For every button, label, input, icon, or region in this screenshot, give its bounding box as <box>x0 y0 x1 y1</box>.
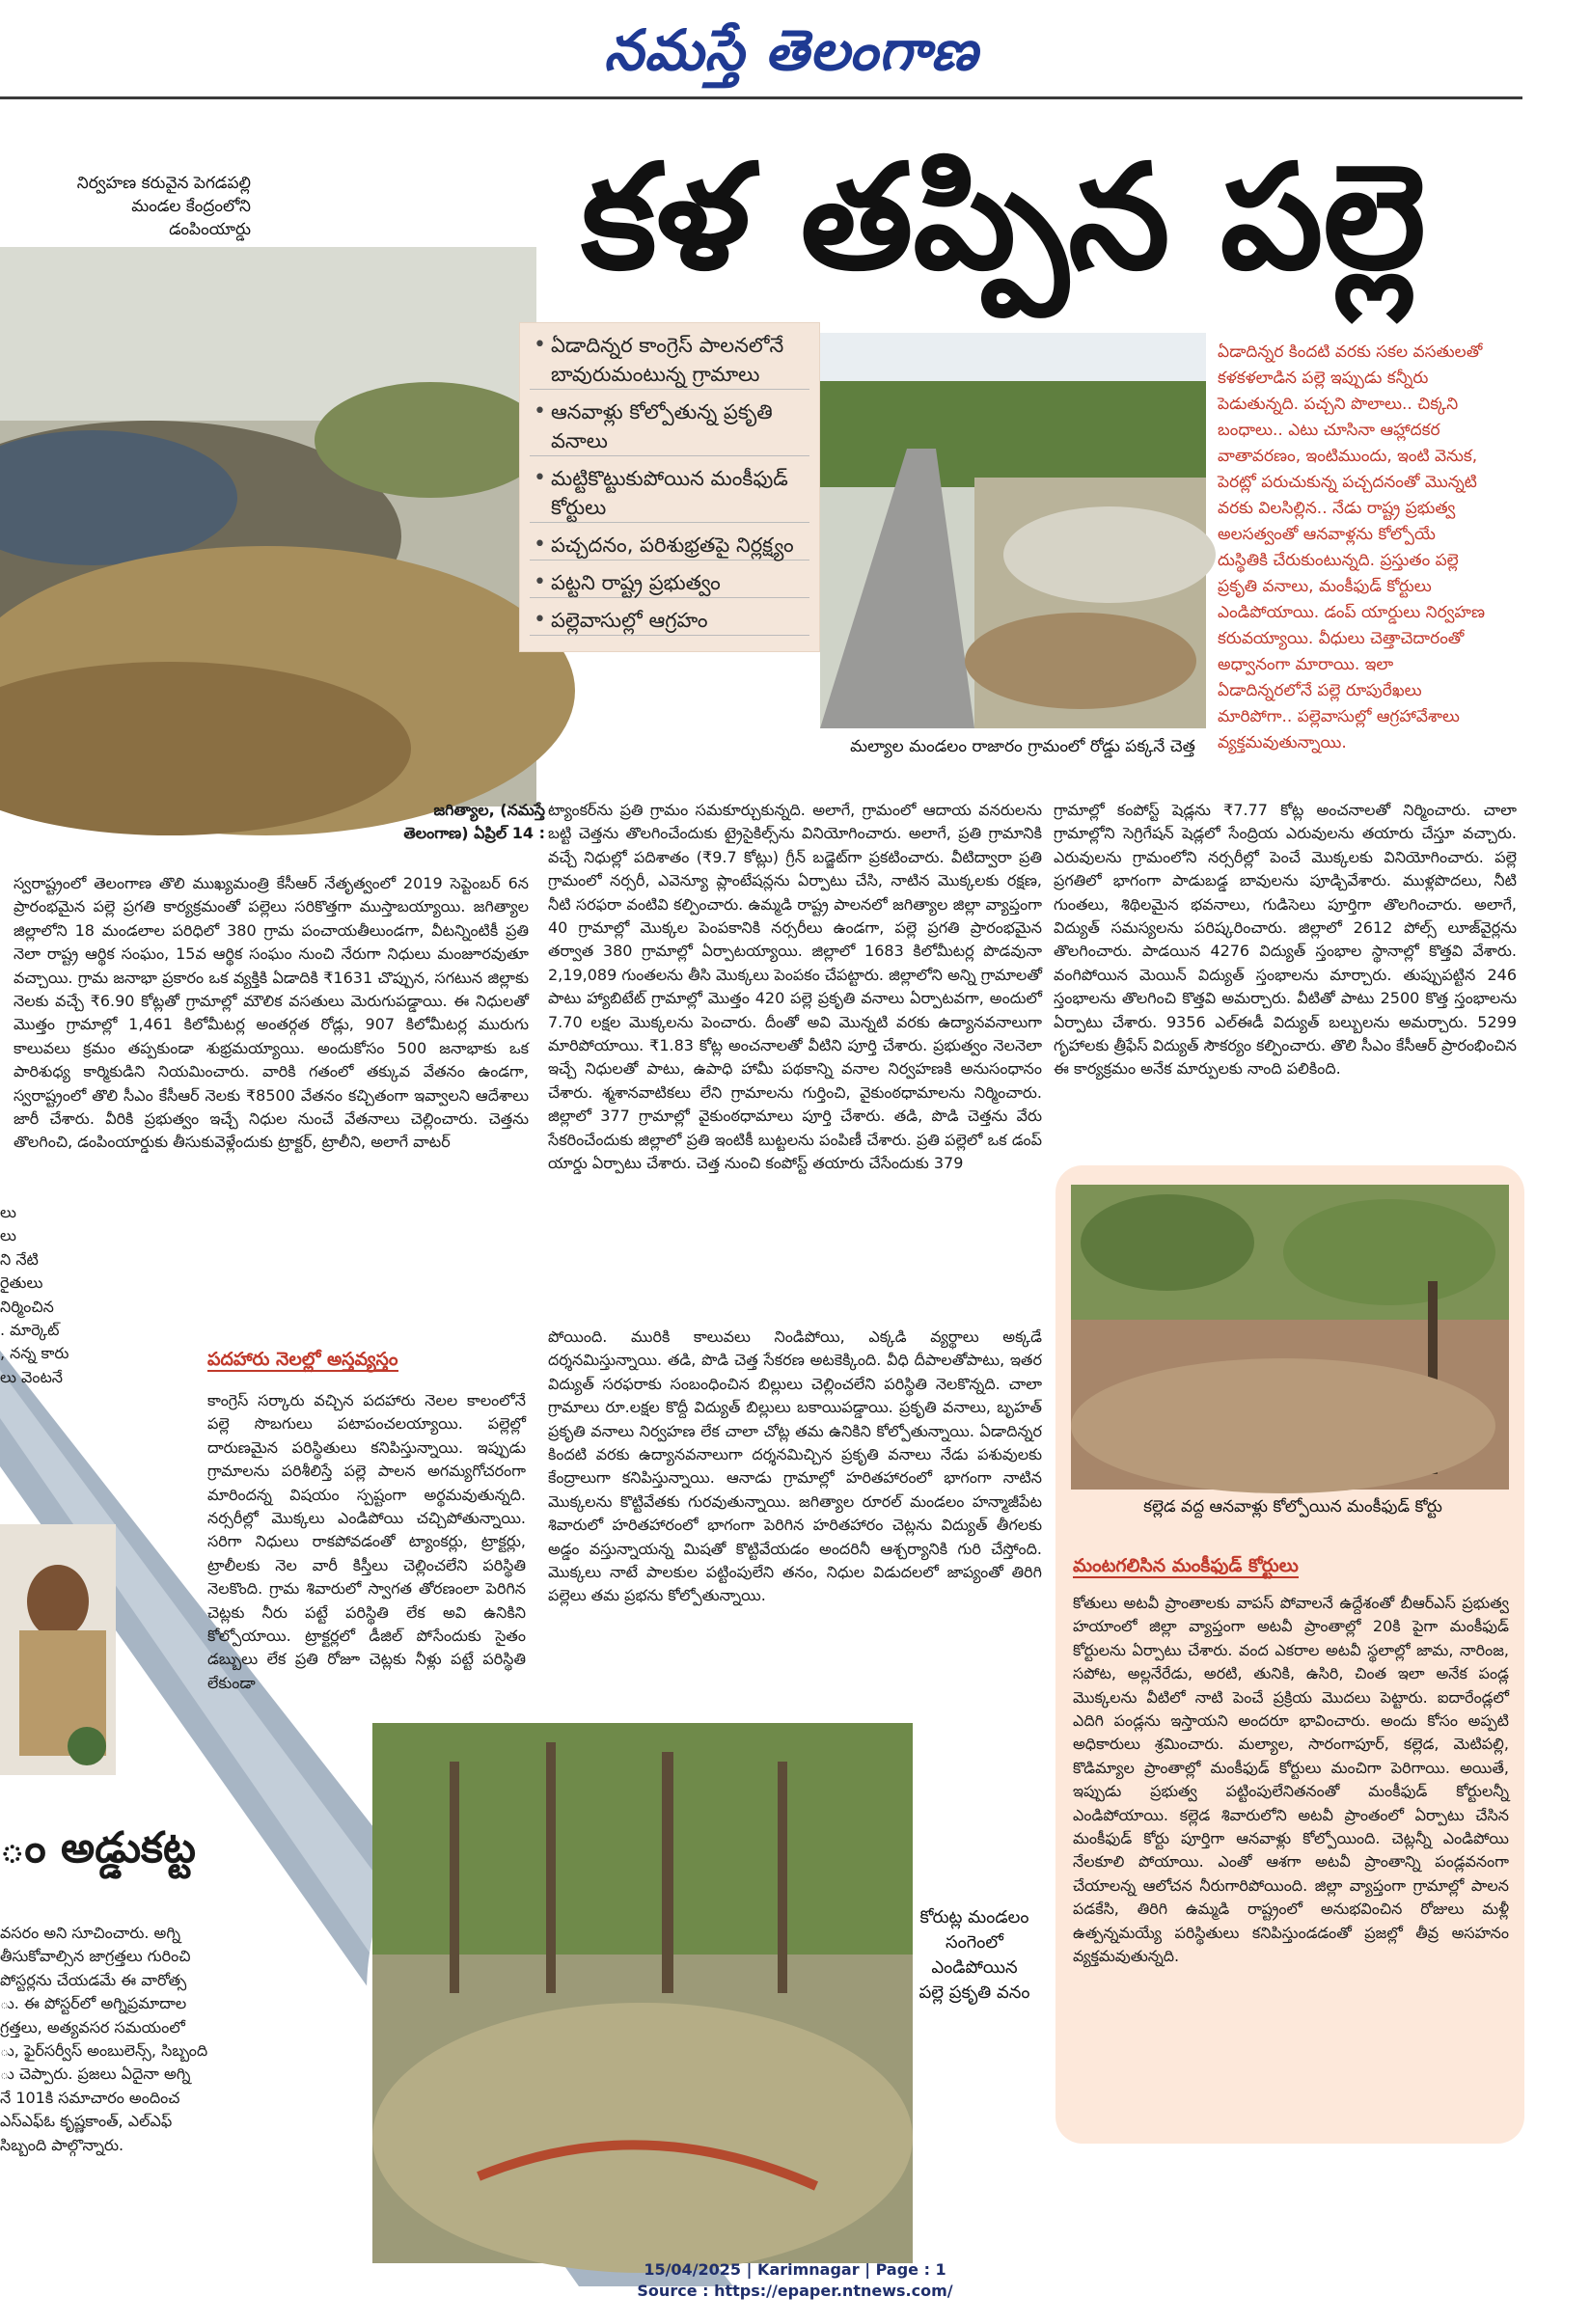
section-title: మంటగలిసిన మంకీఫుడ్ కోర్టులు <box>1073 1555 1299 1576</box>
fragment-line: సిబ్బంది పాల్గొన్నారు. <box>0 2135 124 2154</box>
highlight-item: • పల్లెవాసుల్లో ఆగ్రహం <box>530 606 809 636</box>
highlight-item: • పచ్చదనం, పరిశుభ్రతపై నిర్లక్ష్యం <box>530 531 809 560</box>
article-paragraph: కోతులు అటవీ ప్రాంతాలకు వాపస్ పోవాలనే ఉద్దేశంతో బీఆర్ఎస్ ప్రభుత్వ హయాంలో జిల్లా వ్యాప్తంగా అటవీ ప్రాంతాల్లో 20కి పైగా మంకీఫుడ్ కోర్టులను ఏర్పాటు చేశారు. వంద ఎకరాల అటవీ స్థలాల్లో జామ, నారింజ, సపోట, అల్లనేరేడు, అరటి, తునికి, ఉసిరి, చింత ఇలా అనేక పండ్ల మొక్కలను వీటిలో నాటి పెంచే ప్రక్రియ మొదలు పెట్టారు. ఐదారేండ్లలో ఎదిగి పండ్లను ఇస్తాయని అందరూ భావించారు. అందు కోసం అప్పటి అధికారులు శ్రమించారు. మల్యాల, సారంగాపూర్, కల్లెడ, మెటిపల్లి, కొడిమ్యాల ప్రాంతాల్లో మంకీఫుడ్ కోర్టులు మంచిగా పెరిగాయి. అయితే, ఇప్పుడు ప్రభుత్వ పట్టింపులేనితనంతో మంకీఫుడ్ కోర్టులన్నీ ఎండిపోయాయి. కల్లెడ శివారులోని అటవీ ప్రాంతంలో ఏర్పాటు చేసిన మంకీఫుడ్ కోర్టు పూర్తిగా ఆనవాళ్లు కోల్పోయింది. చెట్లన్నీ ఎండిపోయి నేలకూలి పోయాయి. ఎంతో ఆశగా అటవీ ప్రాంతాన్ని పండ్లవనంగా చేయాలన్న ఆలోచన నీరుగారిపోయింది. జిల్లా వ్యాప్తంగా గ్రామాల్లో పాలన పడకేసి, తిరిగి ఉమ్మడి రాష్ట్రంలో అనుభవించిన రోజులు మళ్లీ ఉత్పన్నమయ్యే పరిస్థితులు కనిపిస్తుండడంతో ప్రజల్లో తీవ్ర అసహనం వ్యక్తమవుతున్నది. <box>1073 1594 1509 1966</box>
article-column-3 <box>1054 799 1517 1146</box>
fragment-line: లు వెంటనే <box>0 1367 64 1386</box>
highlight-item: • ఆనవాళ్లు కోల్పోతున్న ప్రకృతి వనాలు <box>530 397 809 456</box>
lead-paragraph: ఏడాదిన్నర కిందటి వరకు సకల వసతులతో కళకళలాడిన పల్లె ఇప్పుడు కన్నీరు పెడుతున్నది. పచ్చని పొలాలు.. చిక్కని బంధాలు.. ఎటు చూసినా ఆహ్లాదకర వాతావరణం, ఇంటిముందు, ఇంటి వెనుక, పెరట్లో పరుచుకున్న పచ్చదనంతో మొన్నటి వరకు విలసిల్లిన.. నేడు రాష్ట్ర ప్రభుత్వ అలసత్వంతో ఆనవాళ్లను కోల్పోయే దుస్థితికి చేరుకుంటున్నది. ప్రస్తుతం పల్లె ప్రకృతి వనాలు, మంకీఫుడ్ కోర్టులు ఎండిపోయాయి. డంప్ యార్డులు నిర్వహణ కరువయ్యాయి. వీధులు చెత్తాచెదారంతో అధ్వానంగా మారాయి. ఇలా ఏడాదిన్నరలోనే పల్లె రూపురేఖలు మారిపోగా.. పల్లెవాసుల్లో ఆగ్రహావేశాలు వ్యక్తమవుతున్నాయి. <box>1218 342 1486 752</box>
highlight-item: • మట్టికొట్టుకుపోయిన మంకీఫుడ్ కోర్టులు <box>530 464 809 523</box>
article-paragraph: కాంగ్రెస్ సర్కారు వచ్చిన పదహారు నెలల కాలంలోనే పల్లె సొబగులు పటాపంచలయ్యాయి. పల్లెల్లో దారుణమైన పరిస్థితులు కనిపిస్తున్నాయి. ఇప్పుడు గ్రామాలను పరిశీలిస్తే పల్లె పాలన అగమ్యగోచరంగా మారిందన్న విషయం స్పష్టంగా అర్థమవుతున్నది. నర్సరీల్లో మొక్కలు ఎండిపోయి చచ్చిపోతున్నాయి. సరిగా నిధులు రాకపోవడంతో ట్యాంకర్లు, ట్రాక్టర్లు, ట్రాలీలకు నెల వారీ కిస్తీలు చెల్లించలేని పరిస్థితి నెలకొంది. గ్రామ శివారులో స్వాగత తోరణంలా పెరిగిన చెట్లకు నీరు పట్టే పరిస్థితి లేక అవి ఉనికిని కోల్పోయాయి. ట్రాక్టర్లలో డీజిల్ పోసేందుకు సైతం డబ్బులు లేక ప్రతి రోజూ చెట్లకు నీళ్లు పట్టే పరిస్థితి లేకుండా <box>207 1391 526 1692</box>
masthead-logo: నమస్తే తెలంగాణ <box>604 17 978 83</box>
footer-source-link[interactable]: Source : https://epaper.ntnews.com/ <box>637 2282 953 2300</box>
fragment-line: , నన్న కారు <box>0 1344 69 1363</box>
dateline: జగిత్యాల, (నమస్తే తెలంగాణ) ఏప్రిల్ 14 : <box>403 801 545 843</box>
section2-left-column <box>207 1389 526 1692</box>
fragment-line: నిర్మించిన <box>0 1297 54 1316</box>
caption-village-nature-park: కోరుట్ల మండలం సంగెంలో ఎండిపోయిన పల్లె ప్రకృతి వనం <box>918 1907 1030 2003</box>
article-paragraph: గ్రామాల్లో కంపోస్ట్ షెడ్లను ₹7.77 కోట్ల అంచనాలతో నిర్మించారు. చాలా గ్రామాల్లోని సెగ్రిగేషన్ షెడ్లలో సేంద్రియ ఎరువులను తయారు చేస్తూ వచ్చారు. ఎరువులను గ్రామంలోని నర్సరీల్లో పెంచే మొక్కలకు వినియోగించారు. పల్లె ప్రగతిలో భాగంగా పాడుబడ్డ బావులను పూడ్చివేశారు. ముళ్లపొదలు, నీటి గుంతలు, శిథిలమైన భవనాలు, గుడిసెలు పూర్తిగా తొలగించారు. అలాగే, విద్యుత్ సమస్యలను పరిష్కరించారు. జిల్లాలో 2612 పోల్స్ లూజ్‌వైర్లను తొలగించారు. పాడయిన 4276 విద్యుత్ స్తంభాల స్థానాల్లో కొత్తవి వేశారు. వంగిపోయిన మెయిన్ విద్యుత్ స్తంభాలను మార్చారు. తుప్పుపట్టిన 246 స్తంభాలను తొలగించి కొత్తవి అమర్చారు. వీటితో పాటు 2500 కొత్త స్తంభాలను ఏర్పాటు చేశారు. 9356 ఎల్ఈడీ విద్యుత్ బల్బులను అమర్చారు. 5299 గృహాలకు త్రీఫేస్ విద్యుత్ సౌకర్యం కల్పించారు. తొలి సీఎం కేసీఆర్ ప్రారంభించిన ఈ కార్యక్రమం అనేక మార్పులకు నాంది పలికింది. <box>1054 801 1517 1079</box>
fragment-line: లు <box>0 1203 16 1221</box>
caption-roadside-waste: మల్యాల మండలం రాజారం గ్రామంలో రోడ్డు పక్కనే చెత్త <box>850 737 1195 756</box>
photo-dump-yard <box>0 241 542 812</box>
highlights-box <box>519 322 820 652</box>
highlight-item: • ఏడాదిన్నర కాంగ్రెస్ పాలనలోనే బావురుమంటున్న గ్రామాలు <box>530 331 809 390</box>
photo-village-nature-park <box>367 1717 918 2269</box>
section-heading-monkey-courts <box>1073 1555 1497 1581</box>
adjacent-headline: ం అడ్డుకట్ట <box>0 1823 196 1873</box>
section-title: పదహారు నెలల్లో అస్తవ్యస్తం <box>207 1349 398 1370</box>
highlight-item: • పట్టని రాష్ట్ర ప్రభుత్వం <box>530 568 809 598</box>
article-column-2 <box>548 799 1042 1320</box>
fragment-line: ు చెప్పారు. ప్రజలు ఏదైనా అగ్ని <box>0 2064 191 2084</box>
fragment-line: పోస్టర్లను చేయడమే ఈ వారోత్స <box>0 1970 187 1989</box>
page-footer <box>0 2259 1590 2302</box>
adjacent-article-bottom <box>0 1922 251 2157</box>
fragment-line: ని నేటి <box>0 1249 39 1269</box>
section3-body <box>1073 1592 1509 2132</box>
article-paragraph: ట్యాంకర్‌ను ప్రతి గ్రామం సమకూర్చుకున్నది. అలాగే, గ్రామంలో ఆదాయ వనరులను బట్టి చెత్తను తొలగించేందుకు ట్రైసైకిల్స్‌ను వినియోగించారు. అలాగే, ప్రతి గ్రామానికి వచ్చే నిధుల్లో పదిశాతం (₹9.7 కోట్లు) గ్రీన్ బడ్జెట్‌గా ప్రకటించారు. వీటిద్వారా ప్రతి గ్రామంలో నర్సరీ, ఎవెన్యూ ప్లాంటేషన్లను ఏర్పాటు చేసి, నాటిన మొక్కలకు రక్షణ, నీటి సరఫరా వంటివి కల్పించారు. ఉమ్మడి రాష్ట్ర పాలనలో జగిత్యాల జిల్లా వ్యాప్తంగా 40 గ్రామాల్లో మొక్కల పెంపకానికి నర్సరీలు ఉండగా, పల్లె ప్రగతి ప్రారంభమైన తర్వాత 380 గ్రామాల్లో ఏర్పాటయ్యాయి. జిల్లాలో 1683 కిలోమీటర్ల పొడవునా 2,19,089 గుంతలను తీసి మొక్కలు పెంపకం చేపట్టారు. జిల్లాలోని అన్ని గ్రామాలతో పాటు హ్యాబిటేట్ గ్రామాల్లో మొత్తం 420 పల్లె ప్రకృతి వనాలు ఏర్పాటవగా, అందులో 7.70 లక్షల మొక్కలను పెంచారు. దీంతో అవి మొన్నటి వరకు ఉద్యానవనాలుగా మారిపోయాయి. ₹1.83 కోట్ల అంచనాలతో వీటిని పూర్తి చేశారు. ప్రభుత్వం నెలనెలా ఇచ్చే నిధులతో పాటు, ఉపాధి హామీ పథకాన్ని వనాల నిర్వహణకి అనుసంధానం చేశారు. శ్మశానవాటికలు లేని గ్రామాలను గుర్తించి, వైకుంఠధామాలను నిర్మించారు. జిల్లాలో 377 గ్రామాల్లో వైకుంఠధామాలు పూర్తి చేశారు. తడి, పొడి చెత్తను వేరు సేకరించేందుకు జిల్లాలో ప్రతి ఇంటికీ బుట్టలను పంపిణీ చేశారు. ప్రతి పల్లెలో ఒక డంప్ యార్డు ఏర్పాటు చేశారు. చెత్త నుంచి కంపోస్ట్ తయారు చేసేందుకు 379 <box>548 801 1042 1173</box>
article-paragraph: స్వరాష్ట్రంలో తెలంగాణ తొలి ముఖ్యమంత్రి కేసీఆర్ నేతృత్వంలో 2019 సెప్టెంబర్ 6న ప్రారంభమైన పల్లె ప్రగతి కార్యక్రమంతో పల్లెలు సరికొత్తగా ముస్తాబయ్యాయి. జగిత్యాల జిల్లాలోని 18 మండలాల పరిధిలో 380 గ్రామ పంచాయతీలుండగా, వీటన్నింటికీ ప్రతి నెలా రాష్ట్ర ఆర్థిక సంఘం, 15వ ఆర్థిక సంఘం నుంచి నేరుగా నిధులు మంజూరవుతూ వచ్చాయి. గ్రామ జనాభా ప్రకారం ఒక వ్యక్తికి ఏడాదికి ₹1631 చొప్పున, సగటున జిల్లాకు నెలకు వచ్చే ₹6.90 కోట్లతో గ్రామాల్లో మౌలిక వసతులు మెరుగుపడ్డాయి. ఈ నిధులతో మొత్తం గ్రామాల్లో 1,461 కిలోమీటర్ల అంతర్గత రోడ్లు, 907 కిలోమీటర్ల మురుగు కాలువలు క్రమం తప్పకుండా శుభ్రమయ్యాయి. అందుకోసం 500 జనాభాకు ఒక పారిశుధ్య కార్మికుడిని నియమించారు. వారికి గతంలో తక్కువ వేతనం ఉండగా, స్వరాష్ట్రంలో తొలి సీఎం కేసీఆర్ నెలకు ₹8500 వేతనం కచ్చితంగా ఇవ్వాలని ఆదేశాలు జారీ చేశారు. వీరికి ప్రభుత్వం ఇచ్చే నిధుల నుంచే వేతనాలు చెల్లించారు. చెత్తను తొలగించి, డంపింయార్డుకు తీసుకువెళ్లేందుకు ట్రాక్టర్, ట్రాలీని, అలాగే వాటర్ <box>14 874 529 1152</box>
article-paragraph: పోయింది. మురికి కాలువలు నిండిపోయి, ఎక్కడి వ్యర్థాలు అక్కడే దర్శనమిస్తున్నాయి. తడి, పొడి చెత్త సేకరణ అటకెక్కింది. వీధి దీపాలతోపాటు, ఇతర విద్యుత్ సరఫరాకు సంబంధించిన బిల్లులు చెల్లించలేని పరిస్థితి నెలకొన్నది. చాలా గ్రామాలు రూ.లక్షల కొద్దీ విద్యుత్ బిల్లులు బకాయిపడ్డాయి. ప్రకృతి వనాలు, బృహత్ ప్రకృతి వనాలు నిర్వహణ లేక చాలా చోట్ల తమ ఉనికిని కోల్పోతున్నాయి. ఏడాదిన్నర కిందటి వరకు ఉద్యానవనాలుగా దర్శనమిచ్చిన ప్రకృతి వనాలు నేడు పశువులకు కేంద్రాలుగా కనిపిస్తున్నాయి. ఆనాడు గ్రామాల్లో హరితహారంలో భాగంగా నాటిన మొక్కలను కొట్టివేతకు గురవుతున్నాయి. జగిత్యాల రూరల్ మండలం హన్మాజీపేట శివారులో హరితహారంలో భాగంగా పెరిగిన హరితహారం చెట్లను విద్యుత్ తీగలకు అడ్డం వస్తున్నాయన్న మిషతో కొట్టివేయడం అందరినీ ఆశ్చర్యానికి గురి చేస్తోంది. మొక్కలు నాటే పాలకుల పట్టింపులేని తనం, నిధుల విడుదలలో జాప్యంతో తిరిగి పల్లెలు తమ ప్రభను కోల్పోతున్నాయి. <box>548 1327 1042 1605</box>
section-heading-chaos <box>207 1349 526 1375</box>
caption-dump-yard: నిర్వహణ కరువైన పెగడపల్లి మండల కేంద్రంలోని డంపింయార్డు <box>76 174 251 239</box>
fragment-line: గ్రత్తలు, అత్యవసర సమయంలో <box>0 2017 185 2037</box>
fragment-line: ు. ఈ పోస్టర్‌లో అగ్నిప్రమాదాల <box>0 1994 187 2013</box>
photo-adjacent-officer <box>0 1524 116 1775</box>
fragment-line: లు <box>0 1226 16 1245</box>
masthead-rule <box>0 96 1522 99</box>
adjacent-article-fragment <box>0 1201 77 1389</box>
masthead <box>0 0 1590 101</box>
photo-roadside-waste <box>820 333 1206 728</box>
fragment-line: . మార్కెట్ <box>0 1321 60 1340</box>
photo-monkey-food-court <box>1071 1185 1509 1490</box>
fragment-line: ఎస్ఎఫ్ఓ కృష్ణకాంత్, ఎల్ఎఫ్ <box>0 2112 173 2131</box>
fragment-line: రైతులు <box>0 1273 43 1293</box>
fragment-line: నే 101కి సమాచారం అందించ <box>0 2088 180 2107</box>
page-headline: కళ తప్పిన పల్లె <box>581 132 1426 302</box>
fragment-line: ు, ఫైర్‌సర్వీస్ అంబులెన్స్, సిబ్బంది <box>0 2041 208 2061</box>
footer-edition: 15/04/2025 | Karimnagar | Page : 1 <box>644 2260 946 2279</box>
fragment-line: వసరం అని సూచించారు. అగ్ని <box>0 1924 181 1942</box>
caption-monkey-food-court: కల్లెడ వద్ద ఆనవాళ్లు కోల్పోయిన మంకీఫుడ్ కోర్టు <box>1143 1497 1442 1517</box>
fragment-line: తీసుకోవాల్సిన జాగ్రత్తలు గురించి <box>0 1947 191 1966</box>
article-column-1 <box>14 872 529 1277</box>
